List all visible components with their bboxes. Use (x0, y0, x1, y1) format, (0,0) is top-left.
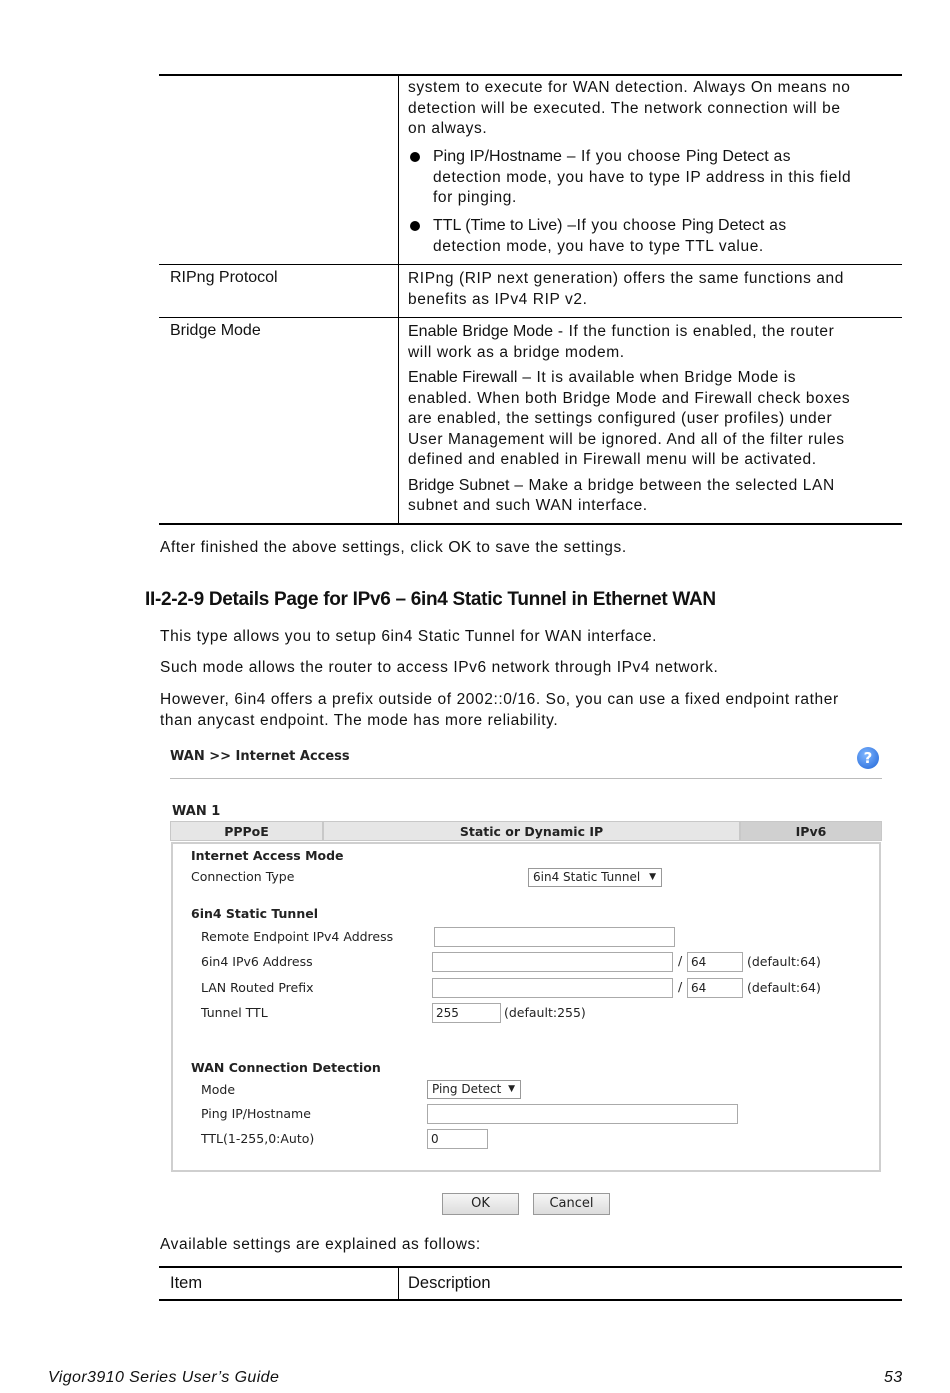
desc-text: on always. (408, 120, 488, 137)
desc-text: are enabled, the settings configured (user profiles) under (408, 410, 833, 427)
desc-term: Enable Bridge Mode (408, 323, 553, 340)
table-item-ripng: RIPng Protocol (170, 269, 278, 286)
table-bottom-rule (159, 523, 902, 525)
desc-term: Always On (693, 79, 773, 96)
desc-text: as (769, 217, 787, 234)
desc-term: Ping IP/Hostname (433, 148, 562, 165)
table-top-rule (159, 1266, 902, 1268)
field-label: Remote Endpoint IPv4 Address (201, 929, 394, 944)
table-column-divider (398, 76, 399, 524)
section-heading: Internet Access Mode (191, 848, 344, 863)
desc-text: as (773, 148, 792, 165)
bullet-icon (410, 152, 420, 162)
select-value: 6in4 Static Tunnel (533, 870, 641, 884)
desc-text: enabled. When both Bridge Mode and Firewall check boxes (408, 389, 851, 407)
field-label: Ping IP/Hostname (201, 1106, 311, 1121)
table-desc-bridge (408, 322, 900, 517)
desc-term: Ping Detect (681, 217, 765, 234)
desc-text: defined and enabled in Firewall menu will be activated. (408, 451, 817, 468)
desc-text: detection mode, you have to type IP address in this field (433, 168, 852, 186)
table-header-item: Item (170, 1274, 203, 1292)
desc-term: Bridge Subnet (408, 476, 510, 494)
paragraph-2: Such mode allows the router to access IPv6 network through IPv4 network. (160, 659, 719, 676)
available-paragraph: Available settings are explained as follows: (160, 1236, 481, 1253)
section-title: II-2-2-9 Details Page for IPv6 – 6in4 Static Tunnel in Ethernet WAN (145, 589, 716, 610)
chevron-down-icon: ▼ (508, 1084, 515, 1094)
table-column-divider (398, 1268, 399, 1301)
detection-ttl-input[interactable]: 0 (427, 1129, 488, 1149)
tab-bar (170, 821, 882, 841)
breadcrumb[interactable]: WAN >> Internet Access (170, 749, 350, 764)
after-paragraph (160, 538, 627, 559)
ping-host-input[interactable] (427, 1104, 738, 1124)
ipv6-address-input[interactable] (432, 952, 673, 972)
paragraph-3 (160, 690, 905, 731)
para-text: However, 6in4 offers a prefix outside of 2002::0/16. So, you can use a fixed endpoint rather (160, 691, 839, 708)
field-label: TTL(1-255,0:Auto) (201, 1131, 315, 1146)
field-label: Connection Type (191, 869, 295, 884)
desc-text: –If you choose (567, 217, 677, 234)
footer-guide-title: Vigor3910 Series User’s Guide (48, 1369, 280, 1386)
wan-label: WAN 1 (172, 804, 221, 819)
table-row-rule (159, 264, 902, 265)
ok-button[interactable]: OK (442, 1193, 519, 1215)
chevron-down-icon: ▼ (649, 872, 656, 882)
remote-endpoint-input[interactable] (434, 927, 675, 947)
table-top-rule (159, 74, 902, 76)
table-row-rule (159, 317, 902, 318)
desc-text: – It is available when Bridge Mode is (522, 369, 797, 386)
connection-type-select[interactable] (528, 868, 662, 887)
paragraph-1: This type allows you to setup 6in4 Static Tunnel for WAN interface. (160, 628, 658, 645)
desc-text: means no (777, 79, 851, 96)
tunnel-ttl-input[interactable]: 255 (432, 1003, 501, 1023)
table-cell-description (408, 78, 898, 140)
bullet-item-ttl (433, 216, 898, 257)
bullet-item-ping (433, 147, 898, 209)
para-term: OK (448, 539, 472, 556)
default-hint: (default:64) (747, 980, 821, 995)
footer-page-number: 53 (884, 1369, 903, 1386)
select-value: Ping Detect (432, 1082, 502, 1096)
slash-separator: / (678, 979, 683, 994)
desc-text: for pinging. (433, 189, 517, 206)
tab-static-dynamic[interactable]: Static or Dynamic IP (323, 821, 740, 841)
header-divider (170, 778, 882, 779)
para-text: After finished the above settings, click (160, 539, 444, 556)
desc-text: RIPng (RIP next generation) offers the same functions and (408, 270, 844, 287)
default-hint: (default:64) (747, 954, 821, 969)
desc-text: - If the function is enabled, the router (557, 323, 835, 340)
desc-text: detection will be executed. The network connection will be (408, 99, 841, 117)
desc-text: system to execute for WAN detection. (408, 79, 689, 96)
desc-text: will work as a bridge modem. (408, 343, 625, 361)
desc-text: detection mode, you have to type TTL value. (433, 237, 764, 255)
desc-text: – Make a bridge between the selected LAN (514, 476, 835, 494)
table-bottom-rule (159, 1299, 902, 1301)
lan-prefix-length-input[interactable]: 64 (687, 978, 743, 998)
desc-term: TTL (Time to Live) (433, 217, 563, 234)
desc-text: benefits as IPv4 RIP v2. (408, 290, 588, 308)
bullet-icon (410, 221, 420, 231)
para-text: than anycast endpoint. The mode has more reliability. (160, 711, 559, 729)
desc-term: Enable Firewall (408, 369, 518, 386)
section-heading: WAN Connection Detection (191, 1060, 381, 1075)
cancel-button[interactable]: Cancel (533, 1193, 610, 1215)
detection-mode-select[interactable] (427, 1080, 521, 1099)
tab-pppoe[interactable]: PPPoE (170, 821, 323, 841)
field-label: 6in4 IPv6 Address (201, 954, 313, 969)
field-label: LAN Routed Prefix (201, 980, 314, 995)
field-label: Mode (201, 1082, 236, 1097)
help-icon[interactable]: ? (857, 747, 879, 769)
ipv6-prefix-input[interactable]: 64 (687, 952, 743, 972)
table-item-bridge: Bridge Mode (170, 322, 261, 339)
desc-text: – If you choose (566, 148, 681, 165)
lan-prefix-address-input[interactable] (432, 978, 673, 998)
desc-text: subnet and such WAN interface. (408, 497, 648, 514)
desc-text: User Management will be ignored. And all of the filter rules (408, 430, 845, 448)
para-text: to save the settings. (476, 539, 627, 556)
slash-separator: / (678, 953, 683, 968)
desc-term: Ping Detect (685, 148, 769, 165)
section-heading: 6in4 Static Tunnel (191, 906, 318, 921)
default-hint: (default:255) (504, 1005, 586, 1020)
tab-ipv6[interactable]: IPv6 (740, 821, 882, 841)
table-header-description: Description (408, 1274, 491, 1292)
table-desc-ripng (408, 269, 898, 310)
field-label: Tunnel TTL (201, 1005, 268, 1020)
